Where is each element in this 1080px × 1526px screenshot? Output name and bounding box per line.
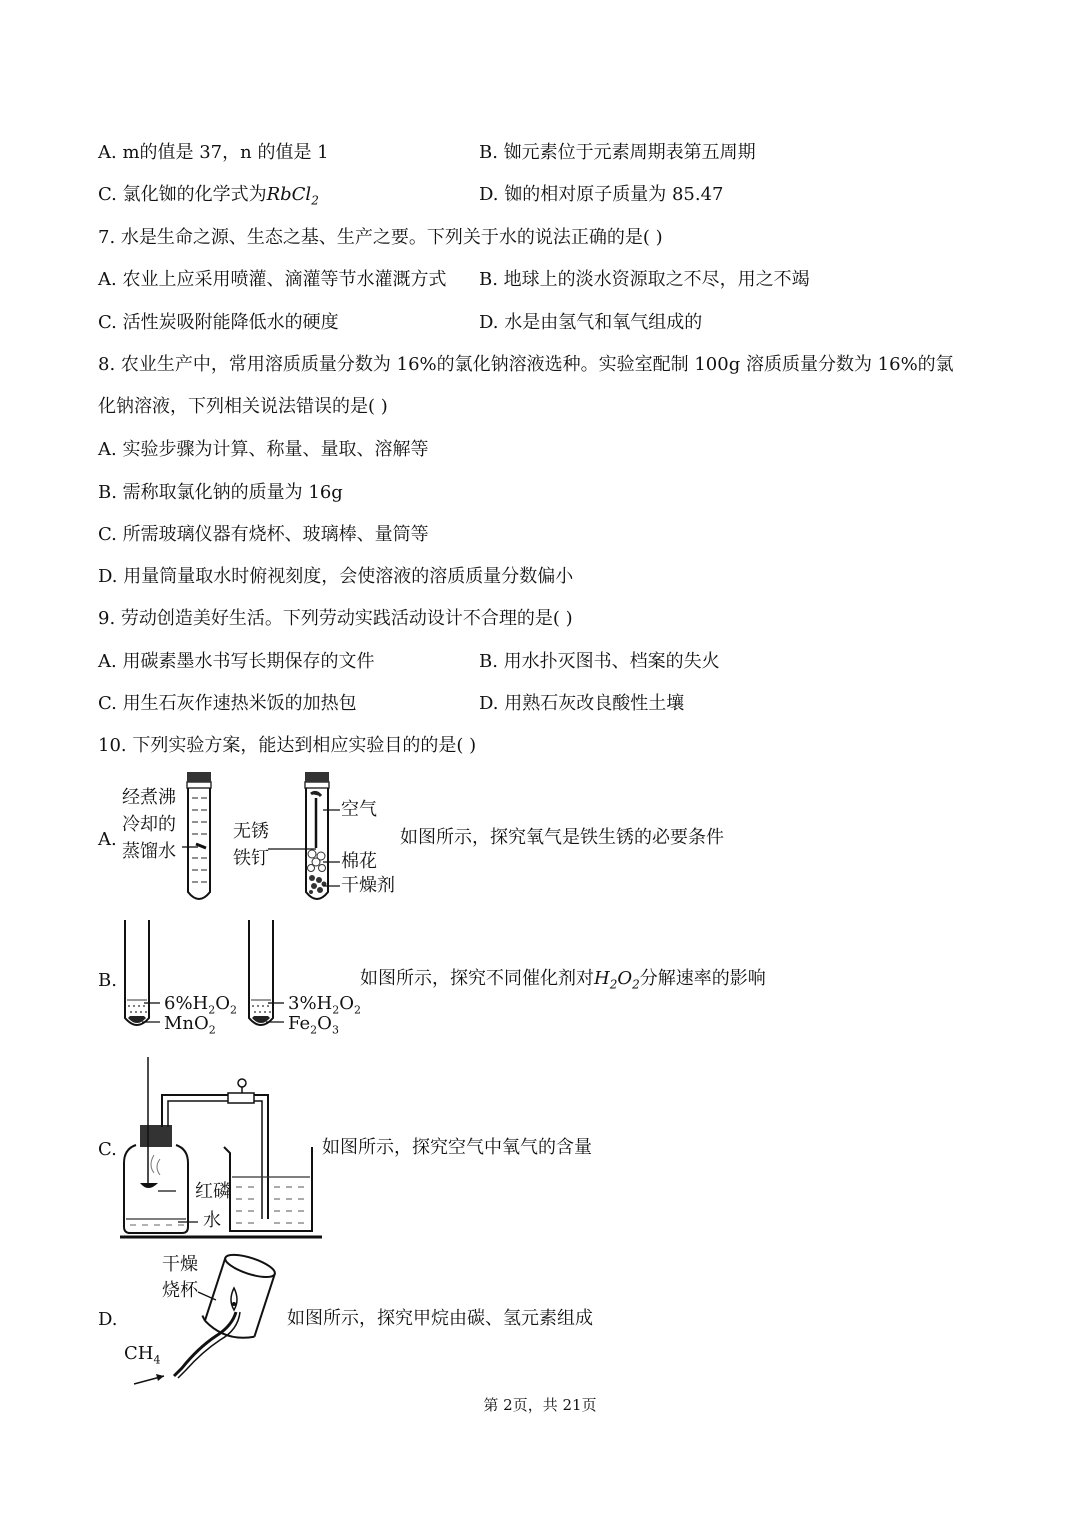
- clamp: [228, 1093, 254, 1103]
- q10-option-c-desc: 如图所示，探究空气中氧气的含量: [322, 1137, 592, 1158]
- label-6pct-h2o2-text: 6%H: [164, 993, 209, 1014]
- sub: 2: [310, 1023, 318, 1037]
- label-cotton: 棉花: [341, 851, 377, 872]
- q10-option-d-desc: 如图所示，探究甲烷由碳、氢元素组成: [287, 1308, 593, 1329]
- o: O: [339, 993, 355, 1014]
- label-mno2-text: MnO: [164, 1013, 209, 1034]
- label-air: 空气: [341, 799, 377, 820]
- label-beaker: 烧杯: [162, 1280, 198, 1301]
- sub: 2: [230, 1003, 238, 1017]
- q10-option-a-letter: A.: [98, 829, 117, 850]
- q8-stem-line2: 化钠溶液，下列相关说法错误的是( ): [98, 396, 388, 417]
- q7-option-d: D. 水是由氢气和氧气组成的: [479, 312, 703, 333]
- label-3pct-h2o2-text: 3%H: [288, 993, 333, 1014]
- q6-option-c-text: C. 氯化铷的化学式为: [98, 184, 267, 205]
- tube-2-stopper: [305, 772, 329, 782]
- rbcl2-formula: RbCl: [266, 184, 312, 205]
- oxygen-content-figure: [118, 1055, 328, 1245]
- q7-option-c: C. 活性炭吸附能降低水的硬度: [98, 312, 339, 333]
- tube-1-stopper: [187, 772, 211, 782]
- q10-option-b-desc: [360, 967, 766, 997]
- q6-option-c: [98, 183, 319, 213]
- sub: 2: [609, 977, 618, 992]
- q8-option-d: D. 用量筒量取水时俯视刻度，会使溶液的溶质质量分数偏小: [98, 566, 574, 587]
- q9-option-d: D. 用熟石灰改良酸性土壤: [479, 693, 685, 714]
- tube-2: [305, 772, 329, 899]
- combustion-spoon: [140, 1183, 158, 1188]
- dry-beaker: [199, 1249, 277, 1343]
- desc-suffix: 分解速率的影响: [639, 968, 766, 989]
- rbcl2-subscript: 2: [311, 193, 319, 208]
- sub: 2: [632, 977, 640, 992]
- test-tube-1: [125, 920, 149, 1025]
- q7-stem: 7. 水是生命之源、生态之基、生产之要。下列关于水的说法正确的是( ): [98, 227, 663, 248]
- sub: 2: [354, 1003, 362, 1017]
- q8-option-a: A. 实验步骤为计算、称量、量取、溶解等: [98, 439, 429, 460]
- o: O: [617, 968, 633, 989]
- q6-option-a: A. m的值是 37，n 的值是 1: [98, 142, 329, 163]
- label-fe2o3: [288, 1013, 339, 1042]
- desc-prefix: 如图所示，探究不同催化剂对: [360, 968, 594, 989]
- flame: [231, 1288, 237, 1310]
- q6-option-d: D. 铷的相对原子质量为 85.47: [479, 184, 724, 205]
- sub: 3: [331, 1023, 339, 1037]
- q7-option-b: B. 地球上的淡水资源取之不尽，用之不竭: [479, 269, 810, 290]
- q9-option-a: A. 用碳素墨水书写长期保存的文件: [98, 651, 375, 672]
- label-ch4: [124, 1343, 160, 1372]
- q9-option-b: B. 用水扑灭图书、档案的失火: [479, 651, 720, 672]
- label-dry: 干燥: [162, 1254, 198, 1275]
- q8-option-b: B. 需称取氯化钠的质量为 16g: [98, 482, 343, 503]
- label-iron-nail: 铁钉: [233, 848, 269, 869]
- label-ch4-text: CH: [124, 1343, 154, 1364]
- q8-option-c: C. 所需玻璃仪器有烧杯、玻璃棒、量筒等: [98, 524, 429, 545]
- rubber-stopper: [140, 1125, 172, 1147]
- sub: 4: [153, 1353, 161, 1367]
- desiccant-mass: [309, 875, 327, 894]
- o: O: [215, 993, 231, 1014]
- test-tube-2: [249, 920, 273, 1025]
- q10-option-d-letter: D.: [98, 1309, 118, 1330]
- label-fe2o3-text: Fe: [288, 1013, 311, 1034]
- q10-option-a-desc: 如图所示，探究氧气是铁生锈的必要条件: [400, 827, 724, 848]
- sub: 2: [208, 1003, 216, 1017]
- label-distilled-water: 蒸馏水: [122, 841, 176, 862]
- label-red-phosphorus: 红磷: [195, 1181, 231, 1202]
- q6-option-b: B. 铷元素位于元素周期表第五周期: [479, 142, 756, 163]
- q10-stem: 10. 下列实验方案，能达到相应实验目的的是( ): [98, 735, 477, 756]
- page-footer: 第 2页，共 21页: [483, 1396, 597, 1414]
- label-boiled: 经煮沸: [122, 787, 176, 808]
- q9-option-c: C. 用生石灰作速热米饭的加热包: [98, 693, 357, 714]
- q9-stem: 9. 劳动创造美好生活。下列劳动实践活动设计不合理的是( ): [98, 608, 573, 629]
- q10-option-b-letter: B.: [98, 970, 117, 991]
- sub: 2: [208, 1023, 216, 1037]
- oxygen-content-diagram: [118, 1055, 328, 1245]
- label-cooled: 冷却的: [122, 814, 176, 835]
- h: H: [594, 968, 610, 989]
- o: O: [317, 1013, 332, 1034]
- q7-option-a: A. 农业上应采用喷灌、滴灌等节水灌溉方式: [98, 269, 447, 290]
- gas-bottle: [124, 1057, 188, 1233]
- q10-option-c-letter: C.: [98, 1139, 117, 1160]
- sub: 2: [332, 1003, 340, 1017]
- tube-1: [187, 772, 211, 899]
- label-water: 水: [203, 1210, 221, 1231]
- cotton-mass: [308, 850, 326, 872]
- label-desiccant: 干燥剂: [341, 875, 395, 896]
- label-mno2: [164, 1013, 216, 1042]
- label-rust-free: 无锈: [233, 821, 269, 842]
- q8-stem-line1: 8. 农业生产中，常用溶质质量分数为 16%的氯化钠溶液选种。实验室配制 100g 溶质质量分数为 16%的氯: [98, 354, 954, 375]
